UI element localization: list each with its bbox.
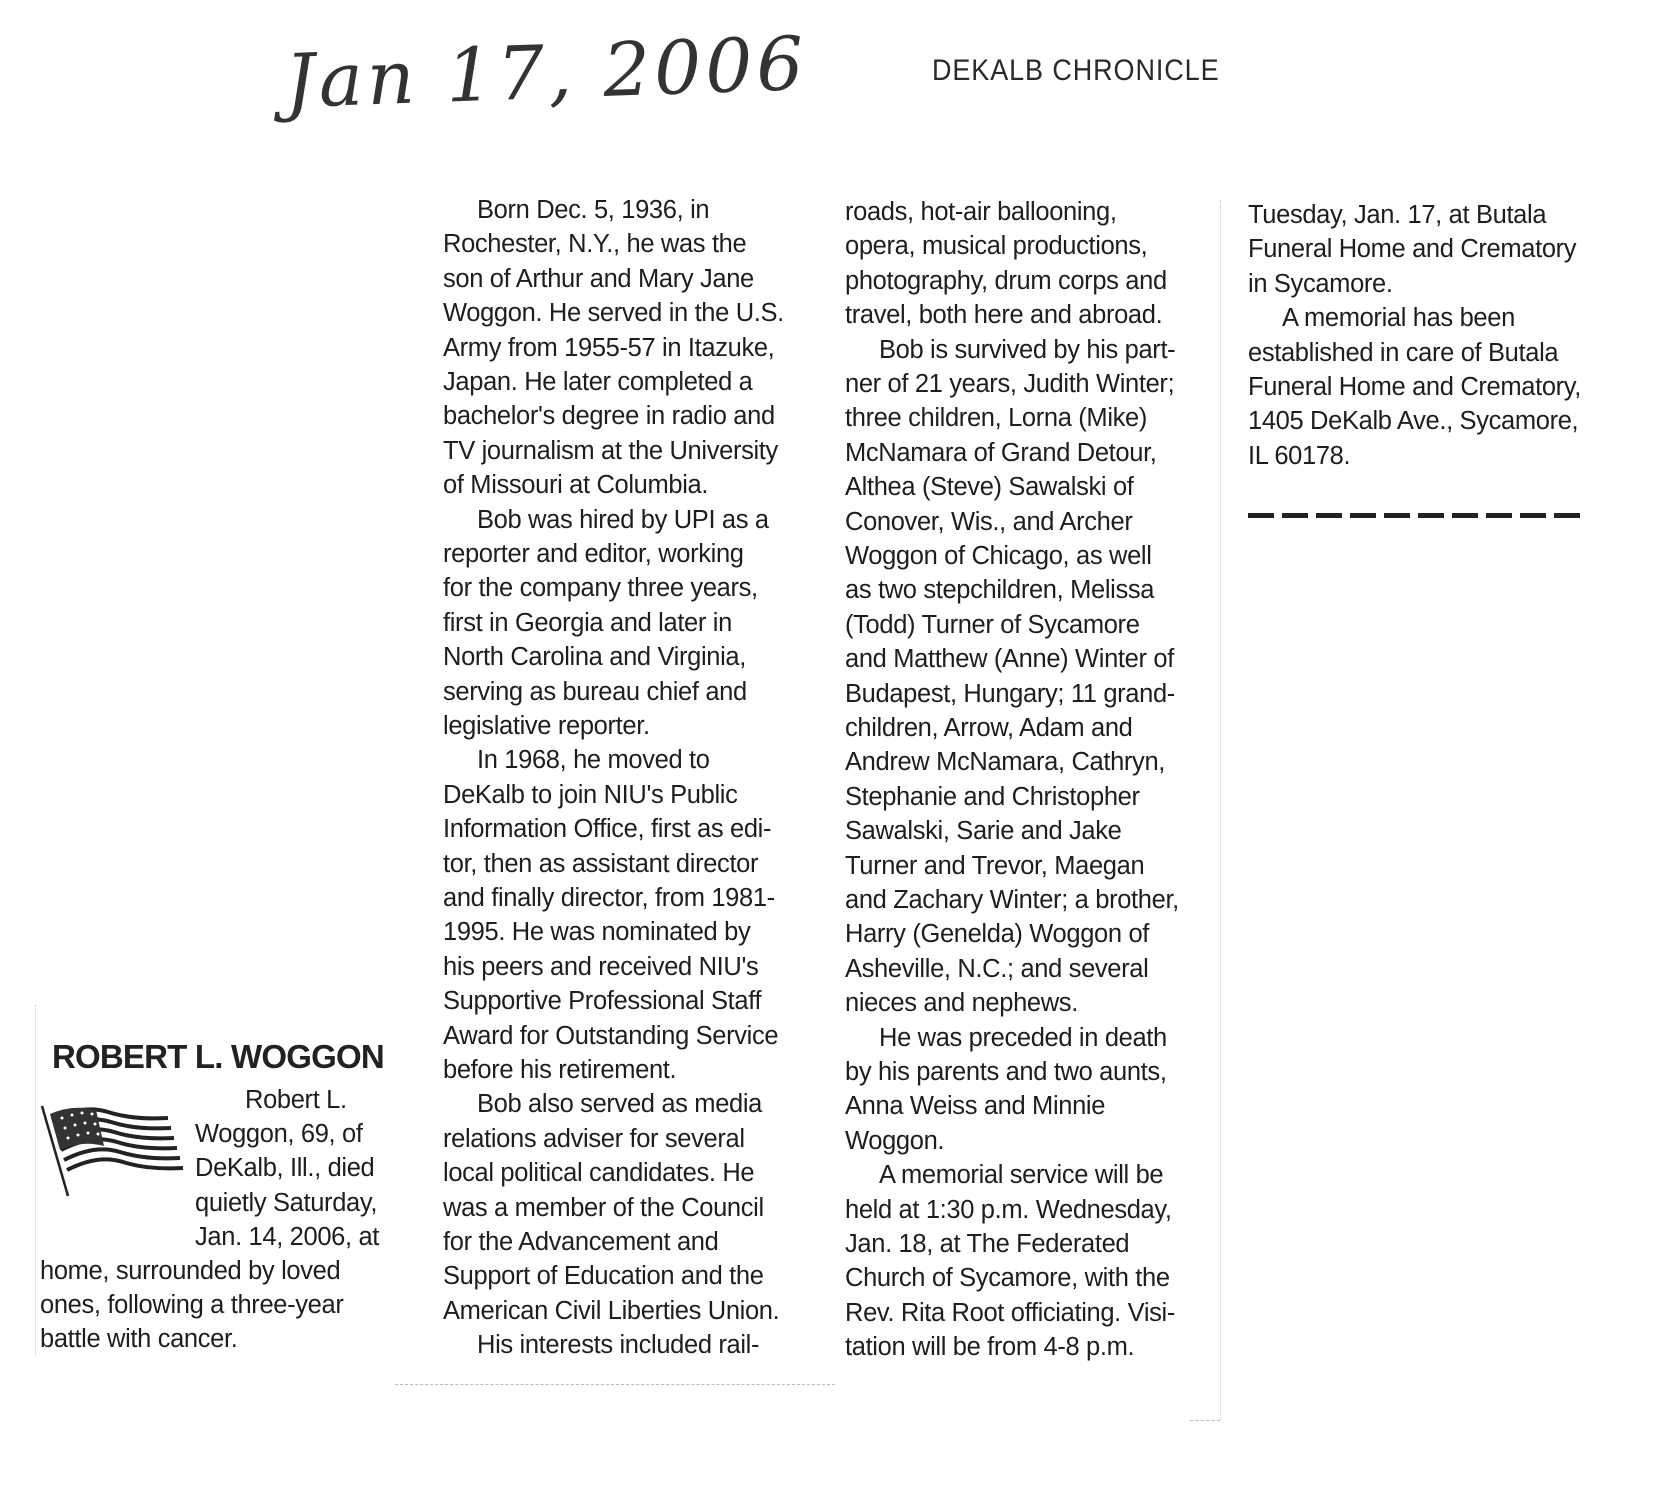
column-rule: [35, 1005, 36, 1355]
text-line: Tuesday, Jan. 17, at Butala: [1248, 201, 1547, 229]
text-line: legislative reporter.: [443, 712, 650, 740]
text-line: DeKalb, Ill., died: [195, 1154, 375, 1183]
text-line: Sawalski, Sarie and Jake: [845, 817, 1122, 846]
text-line: Jan. 14, 2006, at: [195, 1222, 380, 1251]
text-line: TV journalism at the University: [443, 436, 778, 465]
text-line: Church of Sycamore, with the: [845, 1264, 1170, 1293]
text-line: Jan. 18, at The Federated: [845, 1230, 1130, 1258]
text-line: IL 60178.: [1248, 441, 1351, 470]
text-line: Funeral Home and Crematory: [1248, 235, 1577, 264]
text-line: first in Georgia and later in: [443, 608, 732, 637]
text-line: held at 1:30 p.m. Wednesday,: [845, 1195, 1172, 1224]
text-line: in Sycamore.: [1248, 269, 1393, 298]
text-line: travel, both here and abroad.: [845, 301, 1163, 330]
text-line: nieces and nephews.: [845, 989, 1078, 1018]
text-line: Bob also served as media: [477, 1090, 763, 1119]
text-line: Anna Weiss and Minnie: [845, 1092, 1106, 1121]
text-line: Rochester, N.Y., he was the: [443, 230, 747, 259]
text-line: American Civil Liberties Union.: [443, 1296, 780, 1325]
text-line: Bob was hired by UPI as a: [477, 505, 769, 534]
text-line: Support of Education and the: [443, 1262, 764, 1291]
text-line: and Zachary Winter; a brother,: [845, 886, 1179, 914]
text-line: DeKalb to join NIU's Public: [443, 780, 738, 809]
text-line: Woggon, 69, of: [195, 1120, 363, 1149]
text-line: and Matthew (Anne) Winter of: [845, 645, 1174, 674]
text-line: quietly Saturday,: [195, 1188, 378, 1217]
text-line: North Carolina and Virginia,: [443, 643, 746, 672]
text-line: as two stepchildren, Melissa: [845, 576, 1155, 605]
text-line: Army from 1955-57 in Itazuke,: [443, 333, 775, 362]
divider: [1190, 1420, 1220, 1421]
text-line: reporter and editor, working: [443, 540, 744, 568]
text-line: In 1968, he moved to: [477, 746, 710, 775]
text-line: Woggon of Chicago, as well: [845, 542, 1152, 570]
text-line: Bob is survived by his part-: [879, 335, 1176, 364]
text-line: Stephanie and Christopher: [845, 782, 1140, 811]
text-line: relations adviser for several: [443, 1124, 745, 1153]
text-line: and finally director, from 1981-: [443, 884, 775, 912]
text-line: local political candidates. He: [443, 1159, 755, 1188]
text-line: Information Office, first as edi-: [443, 815, 772, 844]
american-flag-icon: [38, 1100, 188, 1200]
text-line: bachelor's degree in radio and: [443, 402, 775, 431]
text-line: tation will be from 4-8 p.m.: [845, 1333, 1135, 1362]
text-line: children, Arrow, Adam and: [845, 714, 1133, 742]
text-line: His interests included rail-: [477, 1331, 760, 1360]
text-line: Turner and Trevor, Maegan: [845, 851, 1145, 880]
text-line: Conover, Wis., and Archer: [845, 507, 1133, 536]
text-line: Althea (Steve) Sawalski of: [845, 473, 1134, 502]
text-line: Born Dec. 5, 1936, in: [477, 196, 710, 224]
text-line: son of Arthur and Mary Jane: [443, 264, 754, 293]
text-line: battle with cancer.: [40, 1325, 238, 1354]
text-line: of Missouri at Columbia.: [443, 471, 709, 500]
text-line: tor, then as assistant director: [443, 849, 759, 878]
text-line: was a member of the Council: [443, 1193, 764, 1222]
text-line: Woggon. He served in the U.S.: [443, 299, 784, 328]
text-line: Harry (Genelda) Woggon of: [845, 920, 1150, 949]
text-line: roads, hot-air ballooning,: [845, 198, 1117, 226]
text-line: 1995. He was nominated by: [443, 918, 751, 947]
text-line: home, surrounded by loved: [40, 1257, 341, 1285]
text-line: photography, drum corps and: [845, 266, 1167, 295]
newspaper-name: DEKALB CHRONICLE: [932, 54, 1220, 87]
handwritten-date: Jan 17, 2006: [283, 20, 809, 126]
text-line: Rev. Rita Root officiating. Visi-: [845, 1298, 1176, 1327]
text-line: 1405 DeKalb Ave., Sycamore,: [1248, 407, 1579, 436]
text-line: Robert L.: [245, 1086, 347, 1114]
text-line: ner of 21 years, Judith Winter;: [845, 370, 1175, 398]
text-line: for the Advancement and: [443, 1228, 719, 1256]
text-line: Asheville, N.C.; and several: [845, 954, 1149, 983]
text-line: for the company three years,: [443, 574, 758, 603]
text-line: his peers and received NIU's: [443, 952, 759, 981]
text-line: by his parents and two aunts,: [845, 1058, 1167, 1086]
text-line: Budapest, Hungary; 11 grand-: [845, 679, 1175, 708]
text-line: Japan. He later completed a: [443, 368, 753, 396]
text-line: Supportive Professional Staff: [443, 987, 762, 1016]
column-rule: [1220, 200, 1221, 1420]
obituary-headline: ROBERT L. WOGGON: [52, 1038, 384, 1075]
text-line: A memorial has been: [1282, 304, 1515, 333]
text-line: ones, following a three-year: [40, 1291, 344, 1320]
text-line: before his retirement.: [443, 1056, 677, 1084]
text-line: serving as bureau chief and: [443, 677, 747, 706]
text-line: established in care of Butala: [1248, 338, 1559, 367]
text-line: Award for Outstanding Service: [443, 1021, 779, 1050]
text-line: (Todd) Turner of Sycamore: [845, 610, 1140, 639]
next-headline-cut-off: [1248, 508, 1588, 518]
text-line: McNamara of Grand Detour,: [845, 438, 1157, 467]
text-line: He was preceded in death: [879, 1023, 1167, 1052]
text-line: opera, musical productions,: [845, 232, 1148, 261]
text-line: Andrew McNamara, Cathryn,: [845, 748, 1166, 777]
text-line: three children, Lorna (Mike): [845, 404, 1148, 433]
text-line: A memorial service will be: [879, 1161, 1164, 1190]
text-line: Woggon.: [845, 1126, 945, 1155]
text-line: Funeral Home and Crematory,: [1248, 373, 1582, 401]
divider: [395, 1384, 835, 1385]
